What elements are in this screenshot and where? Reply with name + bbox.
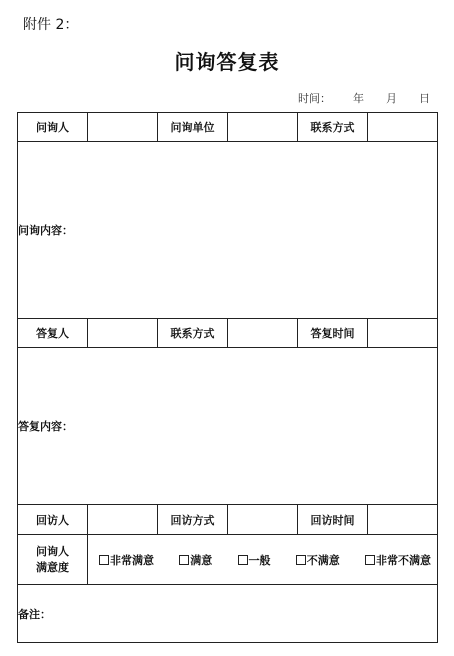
date-line (298, 90, 430, 106)
inquiry-info-row (18, 113, 438, 142)
reply-contact-label: 联系方式 (158, 319, 228, 348)
followup-person-label: 回访人 (18, 505, 88, 535)
form-title: 问询答复表 (174, 50, 280, 74)
remarks-field[interactable] (18, 585, 438, 643)
inquiry-content-field[interactable] (18, 142, 438, 319)
date-label: 时间： (298, 92, 331, 105)
date-day: 日 (419, 92, 430, 105)
followup-method-label: 回访方式 (158, 505, 228, 535)
followup-time-field[interactable] (368, 505, 438, 535)
inquiry-reply-table (17, 112, 438, 643)
option-dissatisfied[interactable]: 不满意 (296, 552, 340, 568)
reply-contact-field[interactable] (228, 319, 298, 348)
replier-label: 答复人 (18, 319, 88, 348)
remarks-label: 备注： (18, 607, 51, 621)
satisfaction-label (18, 535, 88, 585)
satisfaction-label-line1: 问询人 (36, 544, 69, 558)
remarks-row (18, 585, 438, 643)
date-month: 月 (386, 92, 397, 105)
inquirer-field[interactable] (88, 113, 158, 142)
checkbox-icon[interactable] (99, 555, 109, 565)
followup-method-field[interactable] (228, 505, 298, 535)
replier-field[interactable] (88, 319, 158, 348)
followup-info-row (18, 505, 438, 535)
attachment-label: 附件 2： (23, 17, 79, 33)
satisfaction-row (18, 535, 438, 585)
inquiry-unit-field[interactable] (228, 113, 298, 142)
option-satisfied[interactable]: 满意 (179, 552, 212, 568)
reply-time-field[interactable] (368, 319, 438, 348)
reply-info-row (18, 319, 438, 348)
reply-content-label: 答复内容： (18, 420, 73, 433)
checkbox-icon[interactable] (238, 555, 248, 565)
inquiry-unit-label: 问询单位 (158, 113, 228, 142)
option-average[interactable]: 一般 (238, 552, 271, 568)
satisfaction-label-line2: 满意度 (36, 560, 69, 574)
option-very-satisfied[interactable]: 非常满意 (99, 552, 154, 568)
followup-time-label: 回访时间 (298, 505, 368, 535)
inquiry-contact-label: 联系方式 (298, 113, 368, 142)
satisfaction-options (88, 535, 438, 585)
inquiry-content-row (18, 142, 438, 319)
inquirer-label: 问询人 (18, 113, 88, 142)
checkbox-icon[interactable] (179, 555, 189, 565)
checkbox-icon[interactable] (365, 555, 375, 565)
followup-person-field[interactable] (88, 505, 158, 535)
reply-time-label: 答复时间 (298, 319, 368, 348)
reply-content-row (18, 348, 438, 505)
inquiry-content-label: 问询内容： (18, 224, 73, 237)
checkbox-icon[interactable] (296, 555, 306, 565)
date-year: 年 (353, 92, 364, 105)
inquiry-contact-field[interactable] (368, 113, 438, 142)
reply-content-field[interactable] (18, 348, 438, 505)
option-very-dissatisfied[interactable]: 非常不满意 (365, 552, 431, 568)
